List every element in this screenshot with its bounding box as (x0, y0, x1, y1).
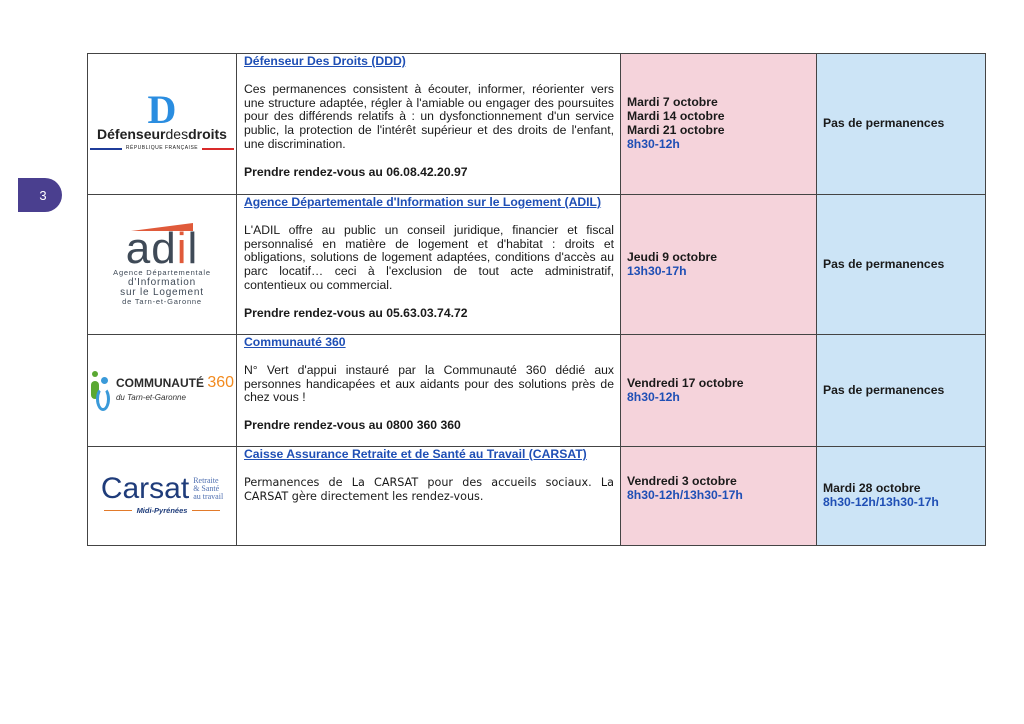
service-title-link[interactable]: Agence Départementale d'Information sur le Logement (ADIL) (244, 195, 602, 209)
logo-cell (88, 54, 237, 195)
schedule-date: Vendredi 17 octobre (627, 375, 744, 390)
schedule-date: Mardi 7 octobre (627, 95, 718, 110)
month2-schedule-cell (817, 335, 986, 447)
table-row (88, 335, 986, 447)
service-title-link[interactable]: Défenseur Des Droits (DDD) (244, 54, 406, 68)
schedule-time: 8h30-12h (627, 389, 680, 404)
communaute-360-logo (88, 369, 236, 413)
service-description: L'ADIL offre au public un conseil juridique, financier et fiscal personnalisé en matière de logement et d'habitat : droits et obligations, solutions de logement adaptées, conditions d'accès au parc locatif… ceci à l'exclusion de tout acte administratif, contentieux ou commercial. (244, 222, 614, 292)
schedule-time: 8h30-12h (627, 136, 680, 151)
logo-word: adil (125, 224, 199, 273)
schedule-time: 8h30-12h/13h30-17h (627, 487, 743, 502)
service-phone: Prendre rendez-vous au 0800 360 360 (244, 418, 461, 433)
logo-cell (88, 335, 237, 447)
month2-schedule-cell (817, 447, 986, 546)
logo-name: Défenseurdesdroits (97, 126, 227, 143)
schedule-date: Jeudi 9 octobre (627, 249, 718, 264)
service-description: Permanences de La CARSAT pour des accueils sociaux. La CARSAT gère directement les rendez-vous. (244, 475, 614, 503)
logo-mark: D (147, 87, 177, 133)
logo-name: Carsat (100, 472, 190, 506)
service-description: N° Vert d'appui instauré par la Communauté 360 dédié aux personnes handicapées et aux aidants pour des solutions près de chez vous ! (244, 362, 614, 405)
service-title-link[interactable]: Communauté 360 (244, 335, 346, 349)
logo-region: Midi-Pyrénées (104, 504, 221, 518)
table-row (88, 54, 986, 195)
logo-subtitle: RÉPUBLIQUE FRANÇAISE (88, 142, 236, 156)
page-number: 3 (39, 187, 47, 203)
month1-schedule-cell (621, 195, 817, 335)
schedule-time: 13h30-17h (627, 263, 687, 278)
month2-schedule-cell (817, 54, 986, 195)
adil-logo (88, 223, 236, 306)
logo-cell (88, 447, 237, 546)
permanences-table (87, 53, 986, 546)
carsat-logo (88, 474, 236, 518)
month1-schedule-cell (621, 335, 817, 447)
logo-subtitle: Agence Départementale d'Information sur le Logement de Tarn-et-Garonne (113, 268, 211, 306)
page-number-badge (18, 178, 62, 212)
month2-schedule-cell (817, 195, 986, 335)
service-description: Ces permanences consistent à écouter, informer, réorienter vers une structure adaptée, régler à l'amiable ou engager des poursuites pour des différends relatifs à : un dysfonctionnement d'un service public, la protection de l'intérêt supérieur et des droits de l'enfant, une discrimination. (244, 81, 614, 151)
service-phone: Prendre rendez-vous au 05.63.03.74.72 (244, 305, 468, 320)
logo-name: COMMUNAUTÉ 360 (115, 374, 235, 392)
table-row (88, 195, 986, 335)
service-title-link[interactable]: Caisse Assurance Retraite et de Santé au Travail (CARSAT) (244, 447, 587, 461)
people-icon (90, 369, 112, 413)
schedule-time: 8h30-12h/13h30-17h (823, 494, 939, 509)
defenseur-des-droits-logo (88, 87, 236, 156)
logo-tagline: Retraite & Santé au travail (193, 476, 224, 502)
logo-cell (88, 195, 237, 335)
schedule-date: Pas de permanences (823, 256, 945, 271)
description-cell (237, 447, 621, 546)
schedule-date: Mardi 14 octobre (627, 109, 725, 124)
description-cell (237, 335, 621, 447)
schedule-date: Mardi 28 octobre (823, 481, 921, 495)
service-phone: Prendre rendez-vous au 06.08.42.20.97 (244, 164, 468, 179)
description-cell (237, 54, 621, 195)
month1-schedule-cell (621, 54, 817, 195)
schedule-date: Pas de permanences (823, 116, 945, 131)
description-cell (237, 195, 621, 335)
schedule-date: Pas de permanences (823, 382, 945, 397)
schedule-date: Mardi 21 octobre (627, 123, 725, 137)
schedule-date: Vendredi 3 octobre (627, 474, 737, 488)
logo-subtitle: du Tarn-et-Garonne (115, 393, 186, 402)
table-row (88, 447, 986, 546)
month1-schedule-cell (621, 447, 817, 546)
